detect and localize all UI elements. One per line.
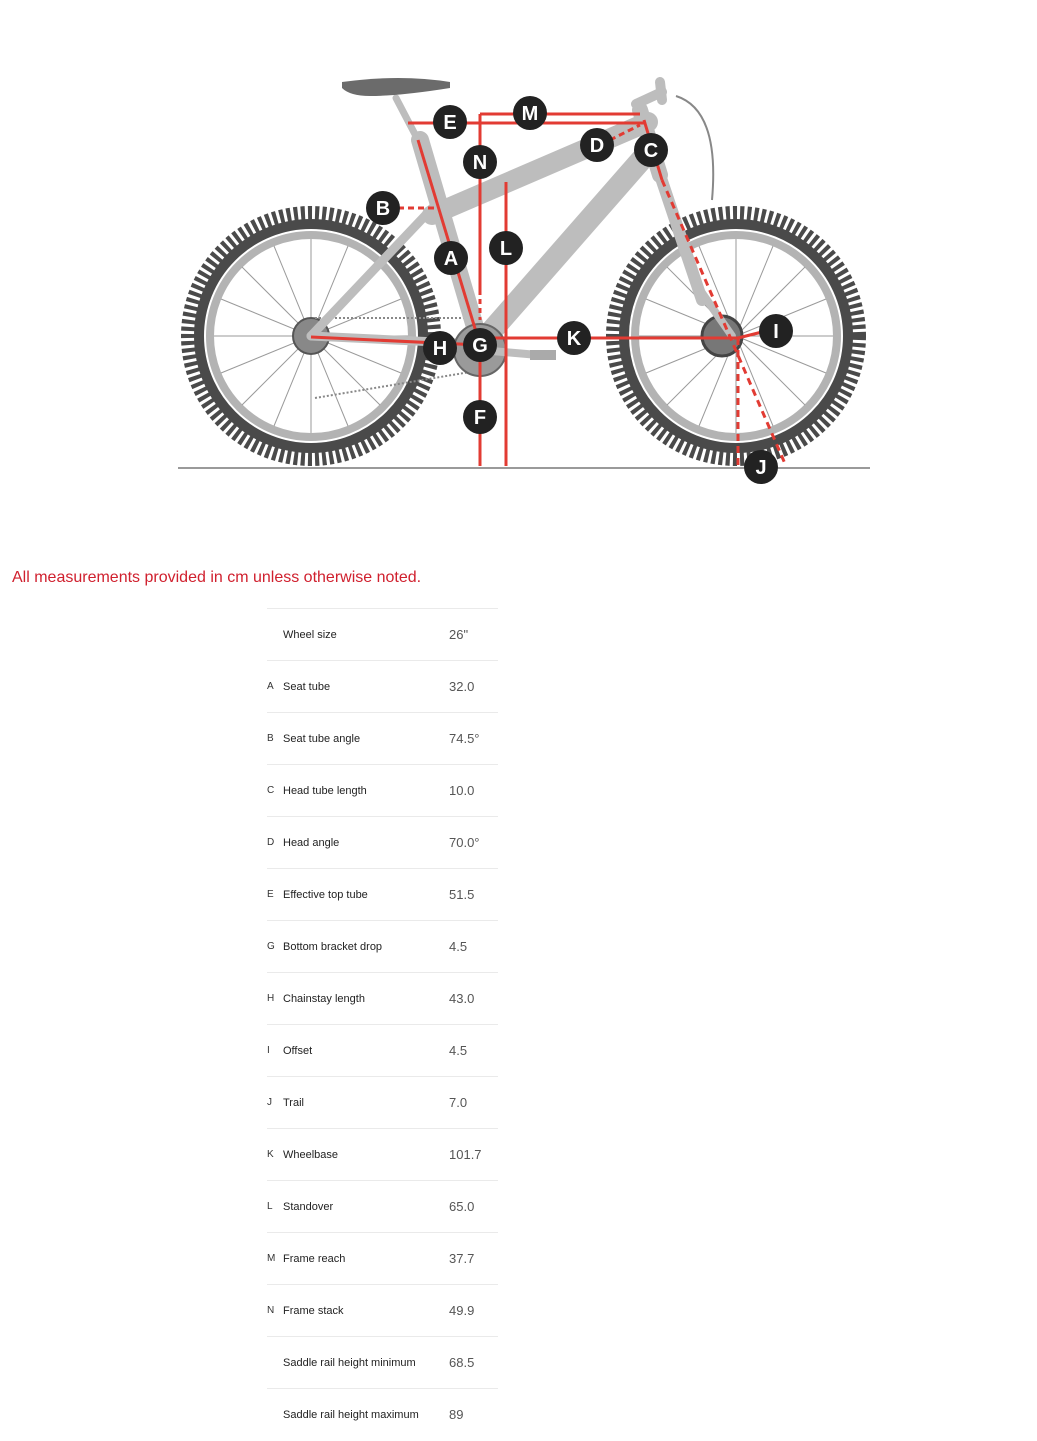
- svg-text:C: C: [643, 140, 659, 162]
- callout-N: [463, 145, 497, 179]
- row-letter: C: [267, 785, 275, 796]
- row-value: 89: [449, 1407, 464, 1423]
- row-label: Effective top tube: [283, 888, 368, 901]
- svg-text:I: I: [773, 321, 779, 343]
- row-letter: D: [267, 837, 275, 848]
- svg-text:H: H: [432, 338, 448, 360]
- table-row: [267, 973, 498, 1025]
- table-row: [267, 713, 498, 765]
- row-letter: [267, 609, 283, 661]
- row-value: 7.0: [449, 1095, 468, 1110]
- callout-G: [463, 328, 497, 362]
- row-label: Head tube length: [283, 784, 367, 797]
- callout-D: [580, 128, 614, 162]
- callout-E: [433, 105, 467, 139]
- svg-text:M: M: [521, 103, 539, 125]
- row-letter: H: [267, 993, 275, 1004]
- table-row: [267, 869, 498, 921]
- row-label: Chainstay length: [283, 992, 365, 1005]
- svg-text:L: L: [499, 238, 513, 260]
- callout-I: [759, 314, 793, 348]
- row-letter: G: [267, 941, 275, 952]
- callout-J: [744, 450, 778, 484]
- callout-L: [489, 231, 523, 265]
- svg-text:G: G: [472, 335, 488, 357]
- table-row: [267, 1389, 498, 1441]
- callout-B: [366, 191, 400, 225]
- row-letter: N: [267, 1305, 275, 1316]
- row-label: Offset: [283, 1044, 313, 1057]
- row-label: Frame reach: [283, 1252, 346, 1265]
- table-row: [267, 1077, 498, 1129]
- row-letter: [267, 1337, 283, 1389]
- row-value: 4.5: [449, 1043, 468, 1058]
- table-row: [267, 1285, 498, 1337]
- callout-M: [513, 96, 547, 130]
- row-value: 68.5: [449, 1355, 475, 1370]
- table-row: [267, 1233, 498, 1285]
- row-value: 26": [449, 627, 469, 642]
- table-row: [267, 1181, 498, 1233]
- table-row: [267, 1025, 498, 1077]
- row-letter: L: [267, 1201, 273, 1212]
- row-label: Seat tube: [283, 680, 331, 693]
- table-row: [267, 921, 498, 973]
- svg-text:B: B: [375, 198, 391, 220]
- row-value: 101.7: [449, 1147, 482, 1162]
- svg-text:E: E: [443, 112, 457, 134]
- table-row: [267, 765, 498, 817]
- table-row: [267, 1337, 498, 1389]
- row-label: Wheelbase: [283, 1148, 339, 1161]
- callout-F: [463, 400, 497, 434]
- row-letter: E: [267, 889, 274, 900]
- row-label: Seat tube angle: [283, 732, 361, 745]
- row-value: 37.7: [449, 1251, 475, 1266]
- row-value: 10.0: [449, 783, 475, 798]
- row-label: Frame stack: [283, 1304, 344, 1317]
- table-row: [267, 609, 498, 661]
- svg-text:J: J: [755, 457, 767, 479]
- row-value: 70.0°: [449, 835, 480, 850]
- svg-text:F: F: [473, 407, 487, 429]
- geometry-table: [267, 608, 498, 1441]
- table-row: [267, 661, 498, 713]
- row-label: Bottom bracket drop: [283, 940, 383, 953]
- row-value: 4.5: [449, 939, 468, 954]
- row-label: Wheel size: [283, 628, 337, 641]
- svg-text:N: N: [472, 152, 488, 174]
- row-value: 74.5°: [449, 731, 480, 746]
- callout-A: [434, 241, 468, 275]
- callout-K: [557, 321, 591, 355]
- row-letter: K: [267, 1149, 274, 1160]
- row-letter: [267, 1389, 283, 1441]
- bike-geometry-diagram: [0, 0, 1037, 520]
- svg-text:A: A: [443, 248, 459, 270]
- svg-text:K: K: [566, 328, 582, 350]
- row-letter: A: [267, 681, 274, 692]
- row-letter: I: [267, 1045, 270, 1056]
- row-label: Head angle: [283, 836, 340, 849]
- table-row: [267, 817, 498, 869]
- row-letter: M: [267, 1253, 276, 1264]
- callout-H: [423, 331, 457, 365]
- row-letter: J: [267, 1097, 272, 1108]
- measurement-note: All measurements provided in cm unless otherwise noted.: [12, 569, 422, 586]
- row-value: 49.9: [449, 1303, 475, 1318]
- row-label: Standover: [283, 1200, 334, 1213]
- row-value: 65.0: [449, 1199, 475, 1214]
- row-value: 43.0: [449, 991, 475, 1006]
- row-letter: B: [267, 733, 274, 744]
- row-label: Saddle rail height minimum: [283, 1356, 416, 1369]
- row-label: Trail: [283, 1096, 304, 1109]
- svg-text:D: D: [589, 135, 605, 157]
- row-value: 51.5: [449, 887, 475, 902]
- row-label: Saddle rail height maximum: [283, 1408, 419, 1421]
- table-row: [267, 1129, 498, 1181]
- callout-C: [634, 133, 668, 167]
- row-value: 32.0: [449, 679, 475, 694]
